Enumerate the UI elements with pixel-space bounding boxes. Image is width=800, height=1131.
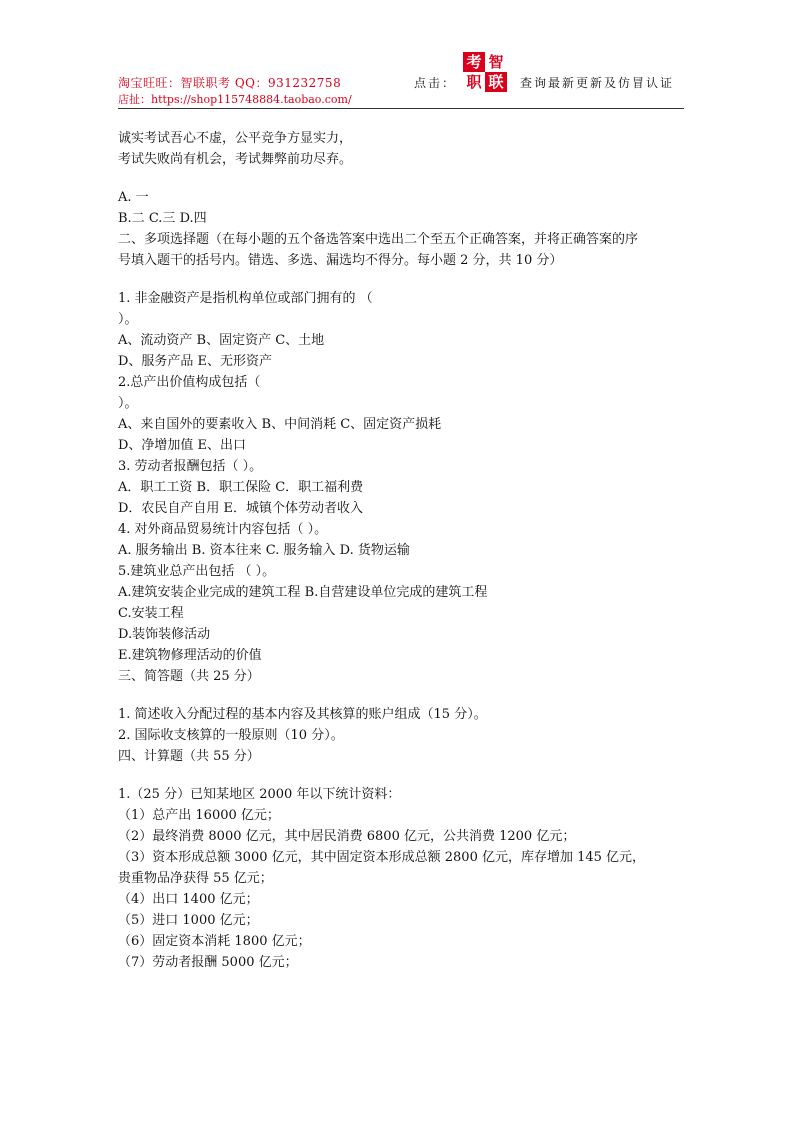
text-line: （4）出口 1400 亿元；: [118, 892, 259, 907]
blank-line: [118, 271, 688, 288]
text-line: 2.总产出价值构成包括（: [118, 375, 261, 390]
text-line: 诚实考试吾心不虚，公平竞争方显实力，: [118, 131, 353, 146]
text-line: A、流动资产 B、固定资产 C、土地: [118, 333, 325, 348]
text-line: D、净增加值 E、出口: [118, 438, 247, 453]
logo-char: 联: [485, 72, 507, 92]
logo-char: 智: [485, 52, 507, 72]
verify-link[interactable]: 查询最新更新及仿冒认证: [520, 76, 675, 90]
text-line: B.二 C.三 D.四: [118, 211, 207, 226]
click-label: 点击：: [414, 76, 457, 90]
text-line: 4. 对外商品贸易统计内容包括（ ）。: [118, 522, 328, 537]
blank-line: [118, 170, 688, 187]
text-line: D.装饰装修活动: [118, 627, 211, 642]
text-line: E.建筑物修理活动的价值: [118, 648, 262, 663]
text-line: （7）劳动者报酬 5000 亿元；: [118, 955, 298, 970]
shop-contact-text: 淘宝旺旺：智联职考 QQ：931232758: [118, 76, 342, 90]
text-line: （3）资本形成总额 3000 亿元，其中固定资本形成总额 2800 亿元，库存增加 145 亿元，: [118, 850, 646, 865]
page-header: [118, 50, 684, 109]
text-line: D．农民自产自用 E．城镇个体劳动者收入: [118, 501, 364, 516]
text-line: 贵重物品净获得 55 亿元；: [118, 871, 273, 886]
zhilian-logo[interactable]: [463, 52, 507, 92]
logo-char: 考: [463, 52, 485, 72]
text-line: 1. 非金融资产是指机构单位或部门拥有的 （: [118, 291, 373, 306]
text-line: D、服务产品 E、无形资产: [118, 354, 273, 369]
shop-url-link[interactable]: 店扯：https://shop115748884.taobao.com/: [118, 93, 352, 106]
text-line: 5.建筑业总产出包括 （ ）。: [118, 564, 276, 579]
text-line: A. 服务输出 B. 资本往来 C. 服务输入 D. 货物运输: [118, 543, 410, 558]
text-line: 1.（25 分）已知某地区 2000 年以下统计资料：: [118, 787, 401, 802]
text-line: A．职工工资 B．职工保险 C．职工福利费: [118, 480, 364, 495]
text-line: 考试失败尚有机会，考试舞弊前功尽弃。: [118, 152, 353, 167]
text-line: 3. 劳动者报酬包括（ ）。: [118, 459, 263, 474]
text-line: 四、计算题（共 55 分）: [118, 749, 260, 764]
text-line: C.安装工程: [118, 606, 184, 621]
document-body: [118, 128, 688, 973]
text-line: 二、多项选择题（在每小题的五个备选答案中选出二个至五个正确答案，并将正确答案的序: [118, 232, 639, 247]
text-line: ）。: [118, 312, 138, 327]
text-line: （5）进口 1000 亿元；: [118, 913, 259, 928]
text-line: A、来自国外的要素收入 B、中间消耗 C、固定资产损耗: [118, 417, 442, 432]
text-line: 1. 简述收入分配过程的基本内容及其核算的账户组成（15 分）。: [118, 707, 487, 722]
text-line: A.建筑安装企业完成的建筑工程 B.自营建设单位完成的建筑工程: [118, 585, 488, 600]
text-line: 2. 国际收支核算的一般原则（10 分）。: [118, 728, 344, 743]
text-line: （6）固定资本消耗 1800 亿元；: [118, 934, 311, 949]
blank-line: [118, 767, 688, 784]
text-line: 号填入题干的括号内。错选、多选、漏选均不得分。每小题 2 分，共 10 分）: [118, 253, 563, 268]
logo-char: 职: [463, 72, 485, 92]
text-line: （2）最终消费 8000 亿元，其中居民消费 6800 亿元，公共消费 1200 亿元；: [118, 829, 576, 844]
text-line: ）。: [118, 396, 138, 411]
text-line: A. 一: [118, 190, 149, 205]
blank-line: [118, 687, 688, 704]
text-line: （1）总产出 16000 亿元；: [118, 808, 280, 823]
text-line: 三、简答题（共 25 分）: [118, 669, 260, 684]
